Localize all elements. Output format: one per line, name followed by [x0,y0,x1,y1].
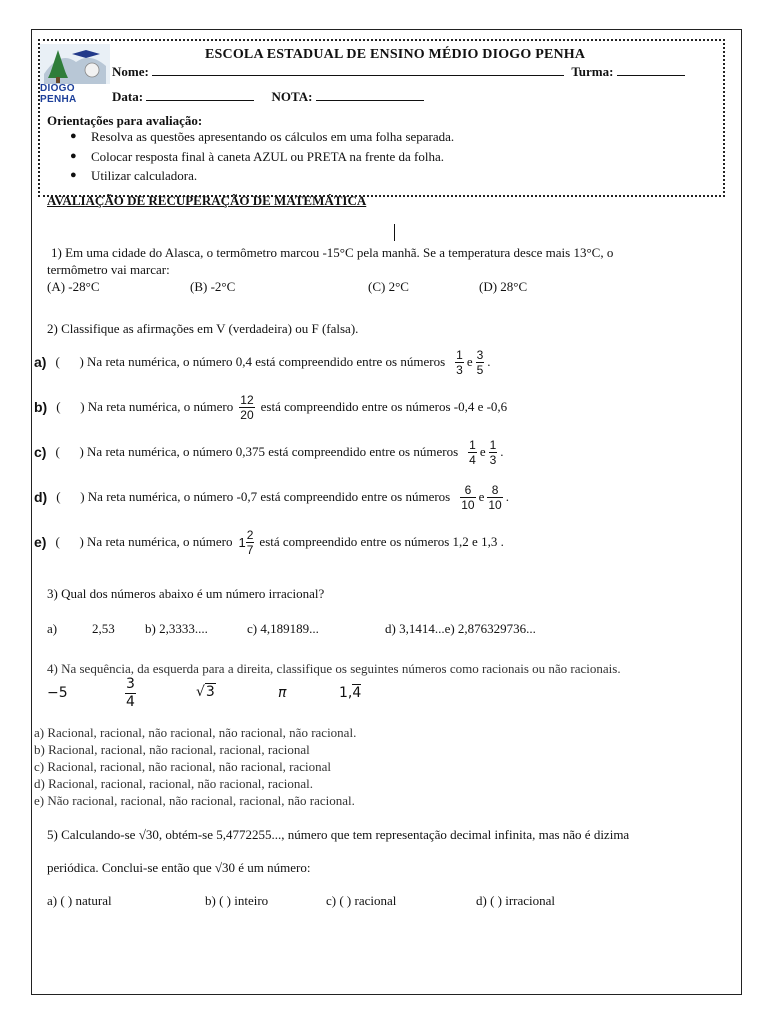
school-logo [40,44,110,105]
q1-text: 1) Em uma cidade do Alasca, o termômetro marcou -15°C pela manhã. Se a temperatura desce mais 13°C, o [51,245,614,260]
nome-row [112,64,685,80]
q4-num-neg5: −5 [47,685,68,701]
item-label: e) [34,534,47,550]
q2-item-d [34,480,509,514]
data-label: Data: [112,89,144,104]
statement: ) Na reta numérica, o número 0,375 está compreendido entre os números [79,444,459,459]
q2-item-a [34,345,491,379]
data-field[interactable] [146,89,254,101]
bullet-icon: ● [70,130,77,142]
q4-pi: π [278,685,287,701]
q1-option-a: (A) -28°C [47,279,100,294]
orientacao-3: Utilizar calculadora. [91,168,198,183]
q3-value-a: 2,53 [92,621,115,636]
q4-dec: 1,4 [339,685,362,701]
q3-option-b: b) 2,3333.... [145,621,208,636]
statement: ) Na reta numérica, o número [80,399,234,414]
period: . [487,354,491,369]
q2-text: 2) Classifique as afirmações em V (verdadeira) ou F (falsa). [47,321,359,336]
q5-option-b[interactable]: b) ( ) inteiro [205,893,269,908]
q4-option-d: d) Racional, racional, racional, não racional, racional. [34,776,314,791]
mixed-whole: 1 [238,534,246,550]
q4-option-b: b) Racional, racional, não racional, racional, racional [34,742,310,757]
school-name: ESCOLA ESTADUAL DE ENSINO MÉDIO DIOGO PENHA [205,47,586,62]
q4-sqrt3: √3 [196,684,215,700]
q3-text: 3) Qual dos números abaixo é um número irracional? [47,586,325,601]
q3-option-de: d) 3,1414...e) 2,876329736... [385,621,536,636]
exam-title: AVALIAÇÃO DE RECUPERAÇÃO DE MATEMÁTICA [47,193,367,208]
answer-paren[interactable]: ( [56,489,61,504]
turma-field[interactable] [617,64,685,76]
q4-fraction: $\frac{3}{4}$ [126,676,135,710]
orientacao-1: Resolva as questões apresentando os cálculos em uma folha separada. [91,129,455,144]
statement-cont: está compreendido entre os números 1,2 e 1,3 . [259,534,504,549]
q4-option-e: e) Não racional, racional, não racional, racional, não racional. [34,793,355,808]
period: . [505,489,509,504]
q4-text: 4) Na sequência, da esquerda para a direita, classifique os seguintes números como racionais ou não racionais. [47,661,621,676]
fraction: $\frac{1}{4}$ [469,437,476,467]
conj: e [466,354,473,369]
q1-option-c: (C) 2°C [368,279,409,294]
statement: ) Na reta numérica, o número 0,4 está compreendido entre os números [79,354,446,369]
q2-item-b [34,390,507,424]
conj: e [479,444,486,459]
q5-text-cont: periódica. Conclui-se então que √30 é um número: [47,860,311,875]
q5-option-a[interactable]: a) ( ) natural [47,893,112,908]
q3-option-a: a) [47,621,58,636]
q1-option-d: (D) 28°C [479,279,528,294]
answer-paren[interactable]: ( [55,354,60,369]
statement: ) Na reta numérica, o número -0,7 está compreendido entre os números [80,489,451,504]
item-label: b) [34,399,48,415]
nota-label: NOTA: [271,89,313,104]
answer-paren[interactable]: ( [55,444,60,459]
bullet-icon: ● [70,150,77,162]
period: . [500,444,504,459]
fraction: $\frac{6}{10}$ [461,482,475,512]
answer-paren[interactable]: ( [56,399,61,414]
orientacoes-title: Orientações para avaliação: [47,113,203,128]
nota-field[interactable] [316,89,424,101]
fraction: $\frac{3}{5}$ [476,347,484,377]
nome-field[interactable] [152,64,564,76]
q5-option-d[interactable]: d) ( ) irracional [476,893,556,908]
statement-cont: está compreendido entre os números -0,4 e -0,6 [260,399,508,414]
fraction: $\frac{1}{3}$ [489,437,497,467]
q2-item-e [34,525,504,559]
fraction: $\frac{8}{10}$ [488,482,502,512]
item-label: d) [34,489,48,505]
nome-label: Nome: [112,64,149,79]
fraction: $\frac{12}{20}$ [240,392,254,422]
answer-paren[interactable]: ( [55,534,60,549]
q4-option-c: c) Racional, racional, não racional, não racional, racional [34,759,332,774]
logo-text: DIOGO PENHA [40,83,77,105]
q1-text-cont: termômetro vai marcar: [47,262,170,277]
q2-item-c [34,435,504,469]
q5-option-c[interactable]: c) ( ) racional [326,893,397,908]
bullet-icon: ● [70,169,77,181]
q4-option-a: a) Racional, racional, não racional, não racional, não racional. [34,725,357,740]
q1-option-b: (B) -2°C [190,279,236,294]
turma-label: Turma: [571,64,614,79]
statement: ) Na reta numérica, o número [79,534,233,549]
orientacao-2: Colocar resposta final à caneta AZUL ou PRETA na frente da folha. [91,149,444,164]
q3-option-c: c) 4,189189... [247,621,319,636]
fraction: $\frac{1}{3}$ [456,347,463,377]
item-label: c) [34,444,47,460]
text-cursor [394,224,395,241]
conj: e [478,489,485,504]
data-row [112,89,424,105]
fraction: $\frac{2}{7}$ [246,527,254,557]
q5-text: 5) Calculando-se √30, obtém-se 5,4772255..., número que tem representação decimal infinita, mas não é dizima [47,827,630,842]
item-label: a) [34,354,47,370]
